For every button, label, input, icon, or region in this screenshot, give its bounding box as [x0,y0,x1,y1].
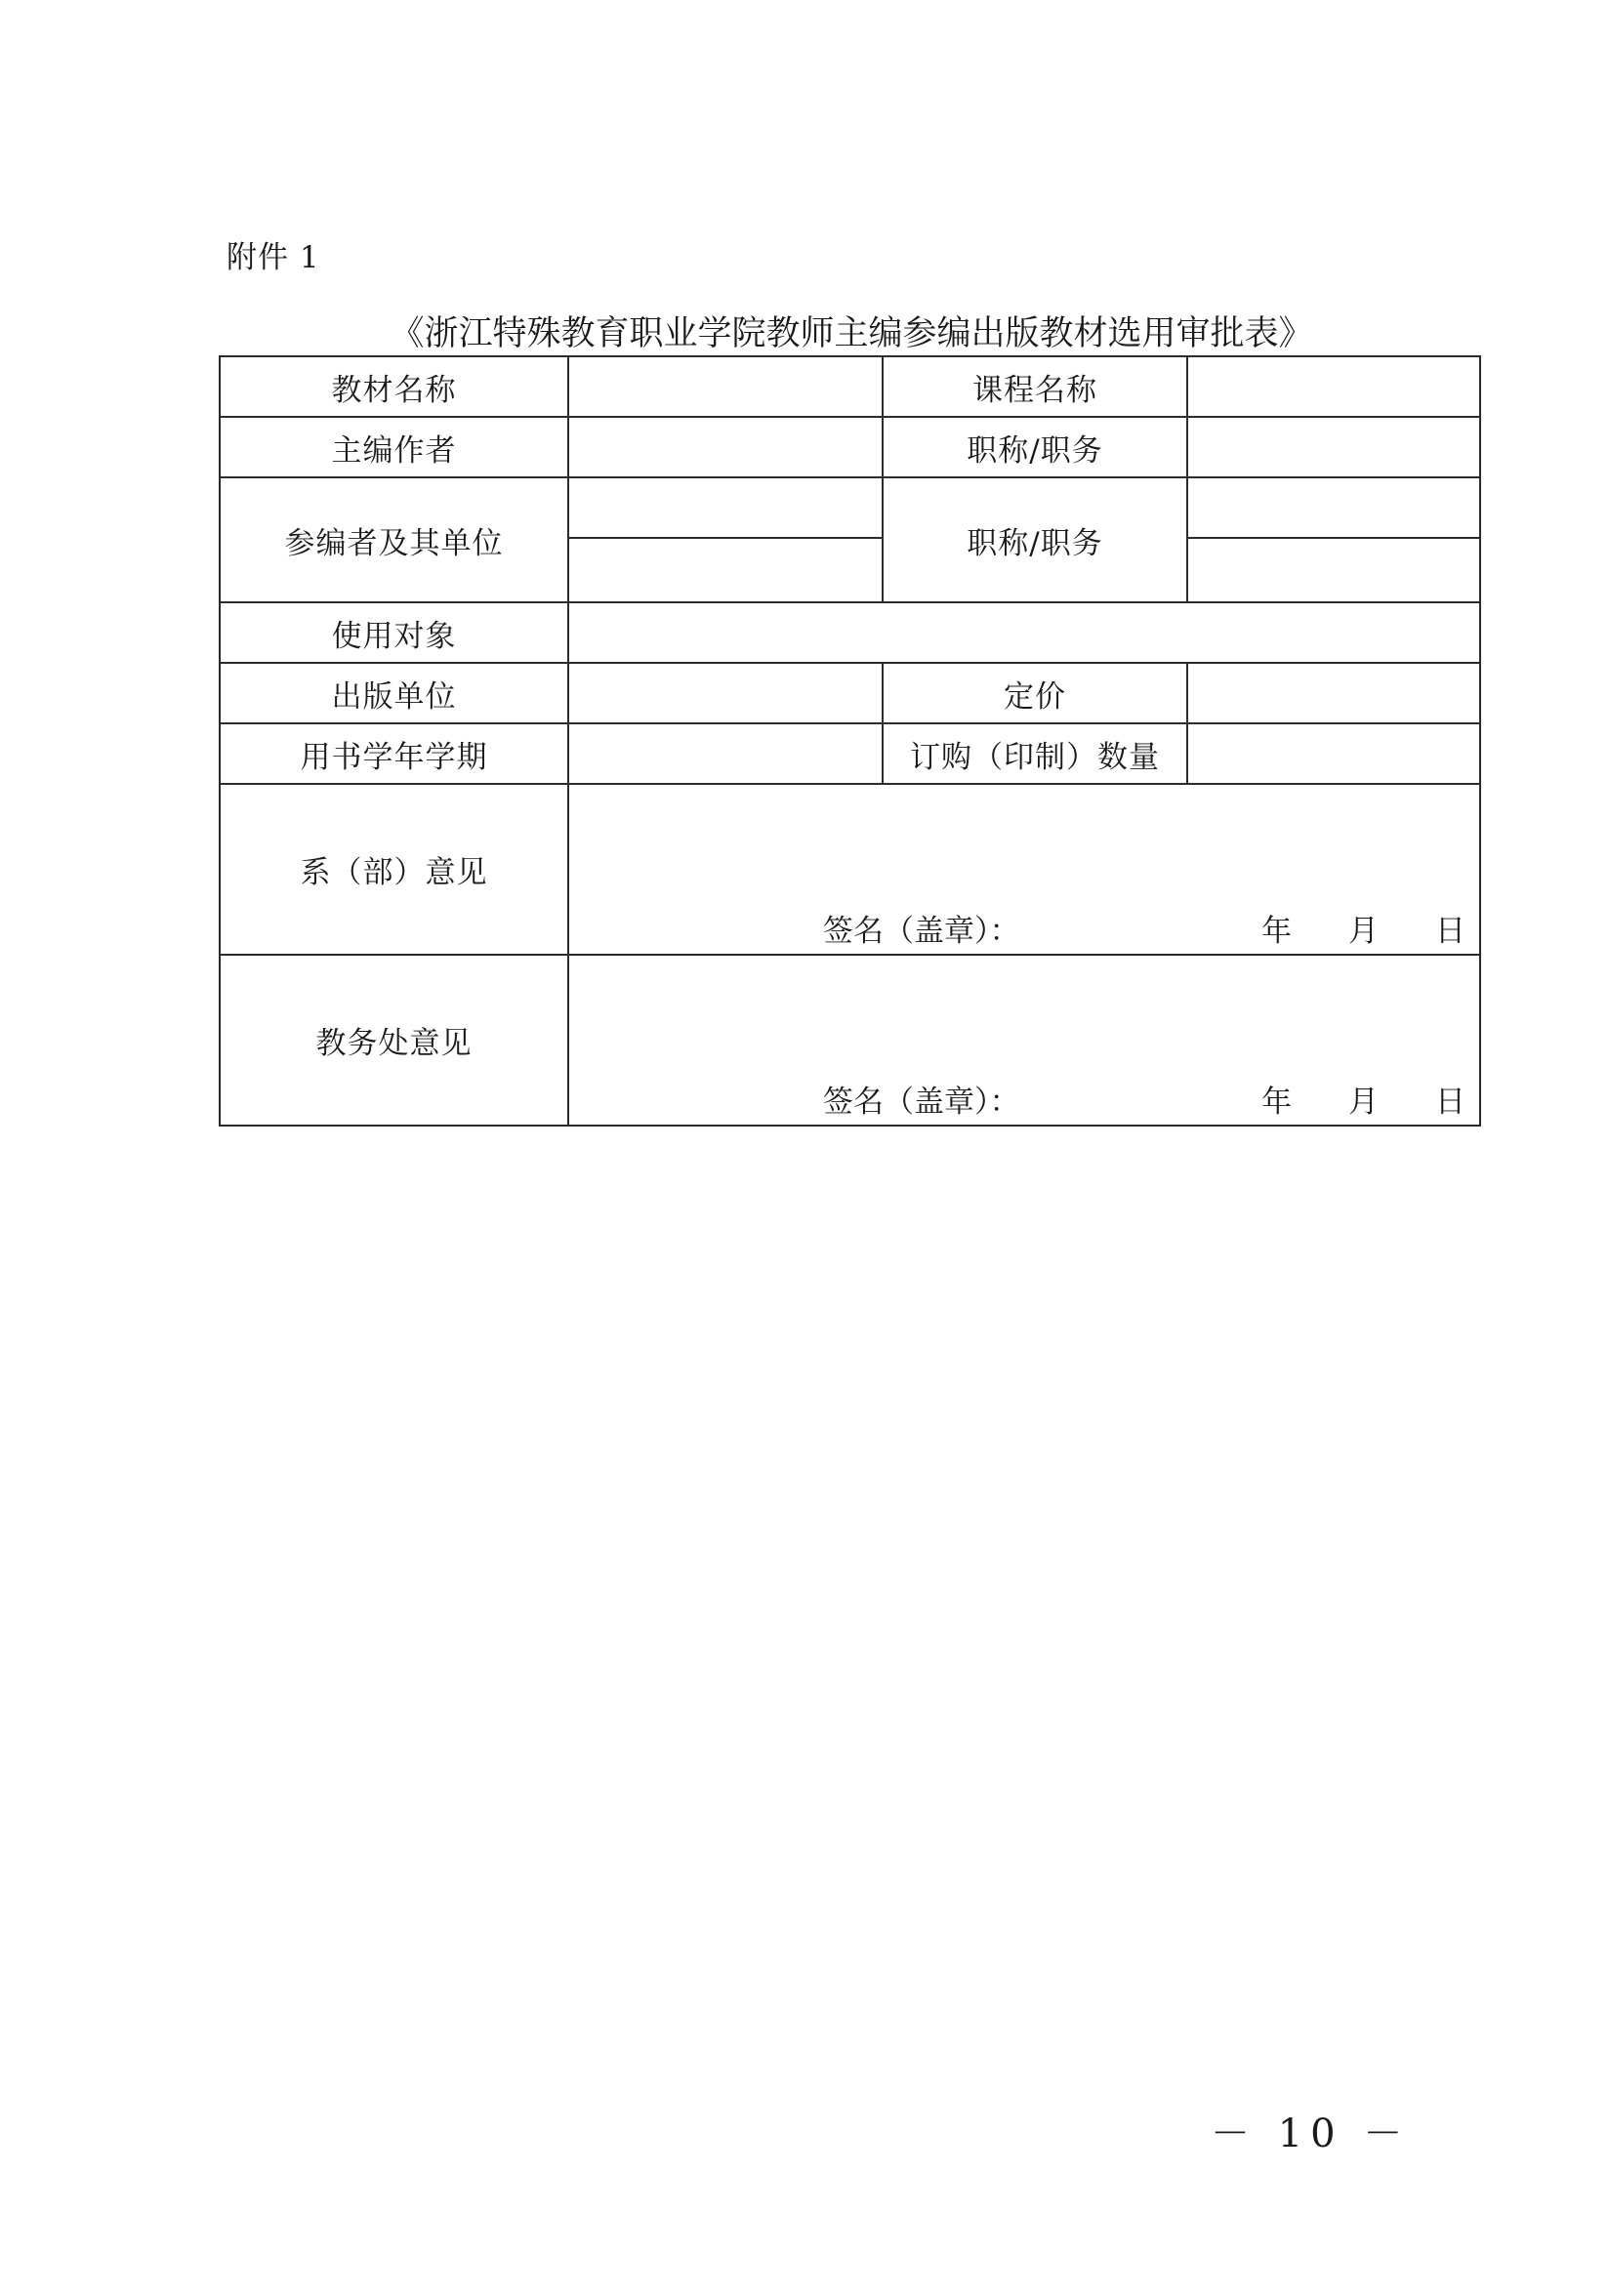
order-quantity-label: 订购（印制）数量 [883,723,1187,784]
term-label: 用书学年学期 [220,723,568,784]
year-label: 年 [1261,1085,1292,1120]
approval-form-table [219,355,1481,1127]
table-row [220,602,1480,663]
price-field[interactable] [1187,663,1480,723]
month-label: 月 [1348,1085,1379,1120]
attachment-label: 附件 1 [227,240,320,275]
academic-signature-label: 签名（盖章）： [823,1085,1020,1120]
dept-date [1261,906,1465,950]
document-title: 《浙江特殊教育职业学院教师主编参编出版教材选用审批表》 [390,314,1313,353]
table-row [220,784,1480,955]
academic-opinion-label: 教务处意见 [220,955,568,1126]
co-editor-field-2[interactable] [568,538,883,602]
chief-editor-label: 主编作者 [220,417,568,477]
table-row [220,723,1480,784]
table-row [220,477,1480,538]
table-row [220,955,1480,1126]
co-editor-field-1[interactable] [568,477,883,538]
course-name-label: 课程名称 [883,356,1187,417]
day-label: 日 [1435,914,1465,949]
textbook-name-label: 教材名称 [220,356,568,417]
textbook-name-field[interactable] [568,356,883,417]
term-field[interactable] [568,723,883,784]
publisher-field[interactable] [568,663,883,723]
target-users-field[interactable] [568,602,1480,663]
publisher-label: 出版单位 [220,663,568,723]
academic-opinion-field[interactable] [568,955,1480,1126]
co-editors-label: 参编者及其单位 [220,477,568,602]
co-editor-title-label: 职称/职务 [883,477,1187,602]
year-label: 年 [1261,914,1292,949]
day-label: 日 [1435,1085,1465,1120]
table-row [220,356,1480,417]
dept-opinion-label: 系（部）意见 [220,784,568,955]
table-row [220,663,1480,723]
dept-opinion-field[interactable] [568,784,1480,955]
page-number: － 10 － [1211,2112,1411,2156]
co-editor-title-field-1[interactable] [1187,477,1480,538]
target-users-label: 使用对象 [220,602,568,663]
order-quantity-field[interactable] [1187,723,1480,784]
chief-editor-field[interactable] [568,417,883,477]
chief-editor-title-label: 职称/职务 [883,417,1187,477]
academic-date [1261,1077,1465,1121]
dept-signature-label: 签名（盖章）： [823,914,1020,949]
co-editor-title-field-2[interactable] [1187,538,1480,602]
price-label: 定价 [883,663,1187,723]
course-name-field[interactable] [1187,356,1480,417]
chief-editor-title-field[interactable] [1187,417,1480,477]
month-label: 月 [1348,914,1379,949]
table-row [220,417,1480,477]
